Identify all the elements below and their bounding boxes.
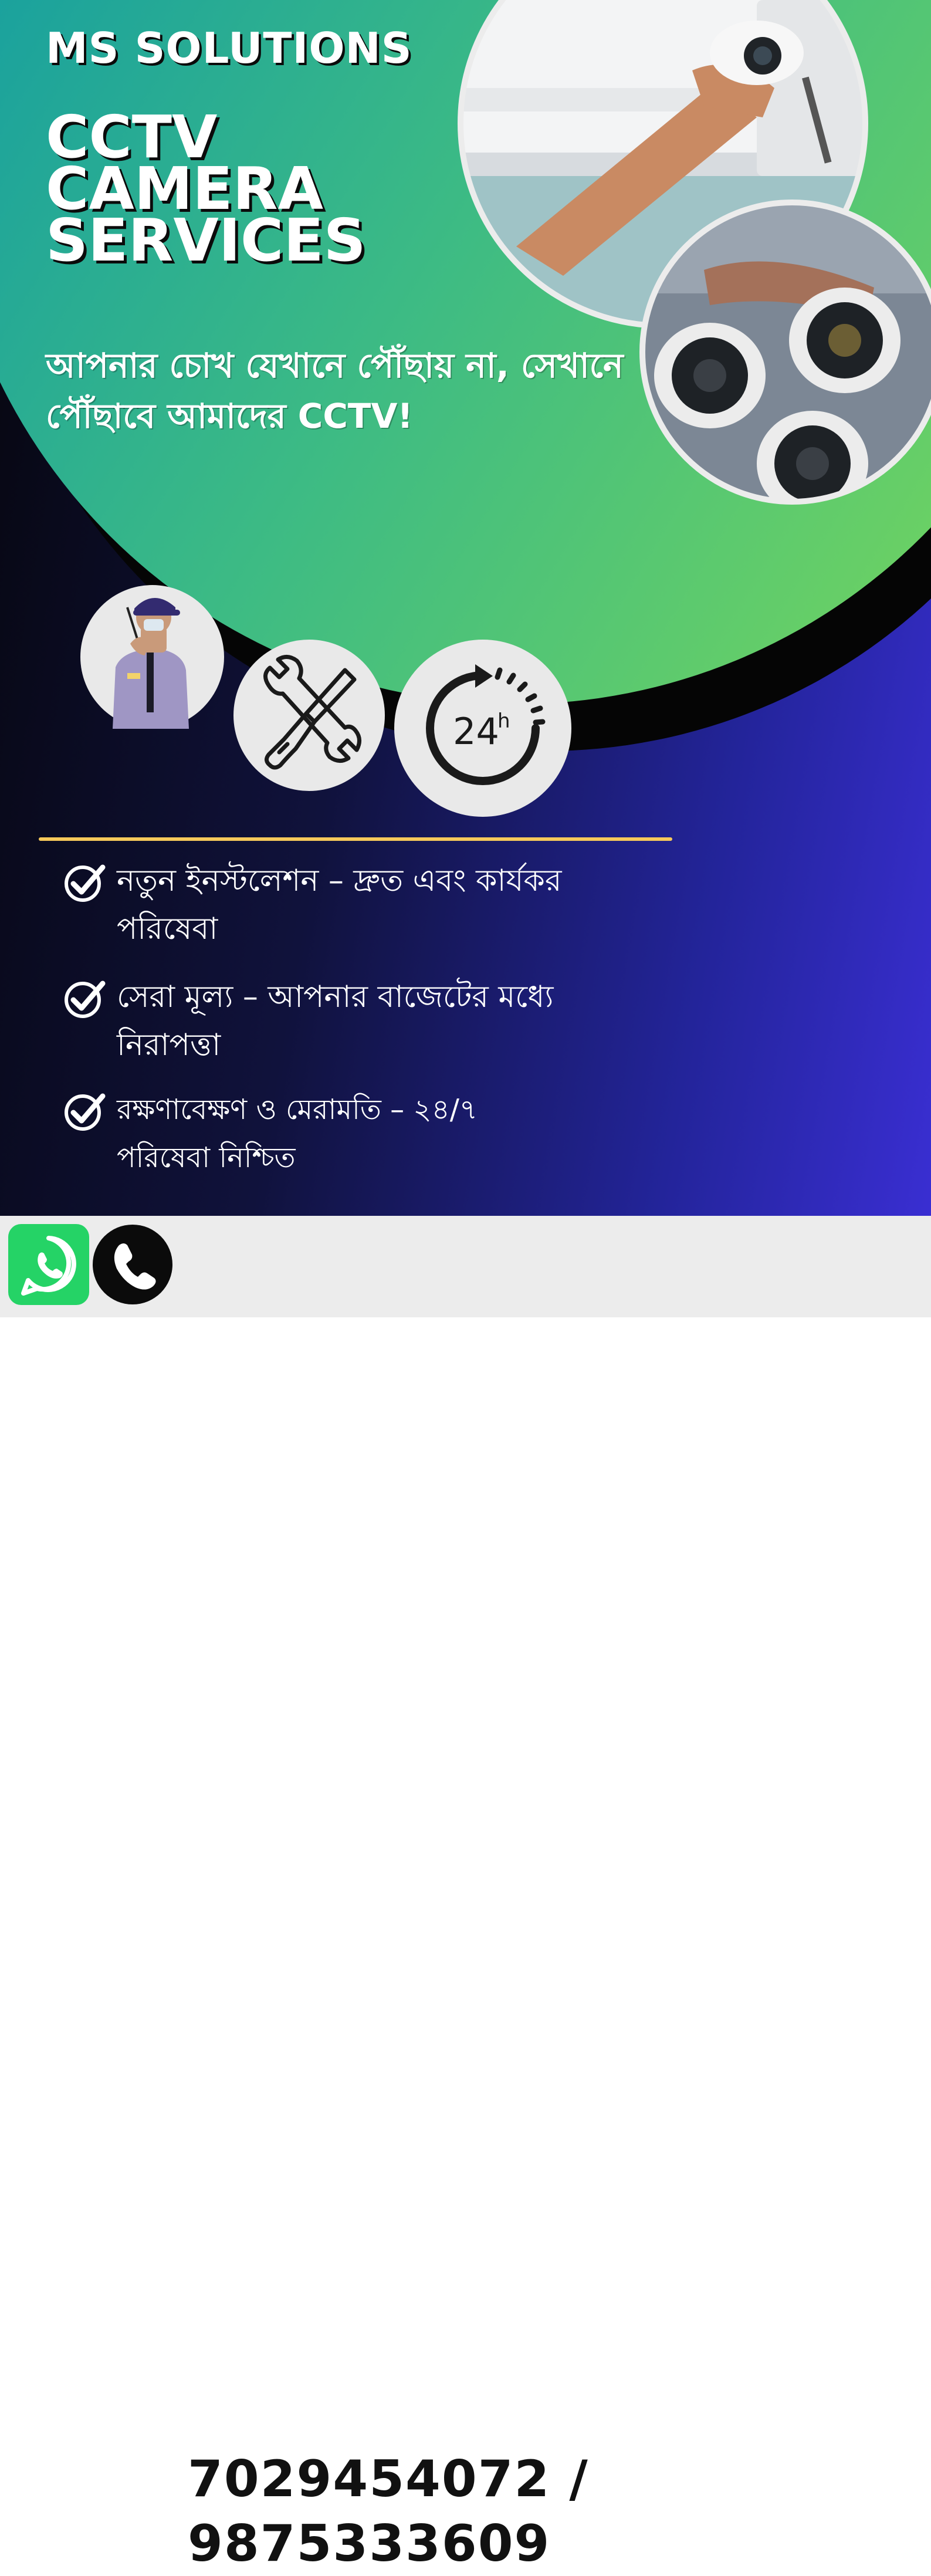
feature-text: নতুন ইনস্টলেশন – দ্রুত এবং কার্যকর পরিষেবা <box>117 863 562 946</box>
feature-text: সেরা মূল্য – আপনার বাজেটের মধ্যে নিরাপত্তা <box>117 979 554 1063</box>
whatsapp-icon[interactable] <box>8 1224 89 1305</box>
24h-sup: h <box>497 709 510 733</box>
security-guard-icon <box>80 585 224 729</box>
check-circle-icon <box>62 1088 107 1134</box>
phone-numbers[interactable]: 7029454072 / 9875333609 <box>188 2450 589 2573</box>
feature-item <box>62 973 648 1069</box>
yellow-divider <box>39 837 672 841</box>
feature-text: রক্ষণাবেক্ষণ ও মেরামতি – ২৪/৭ পরিষেবা নিশ্চিত <box>117 1093 478 1174</box>
phone-icon[interactable] <box>92 1224 173 1305</box>
feature-item <box>62 857 672 953</box>
title-line: CAMERA <box>46 154 323 223</box>
check-circle-icon <box>62 975 107 1021</box>
tagline: আপনার চোখ যেখানে পৌঁছায় না, সেখানে পৌঁছাবে আমাদের CCTV! <box>46 346 624 436</box>
feature-item <box>62 1086 566 1182</box>
24h-label: 24 <box>453 710 499 753</box>
title-line: SERVICES <box>46 206 366 275</box>
tools-icon <box>233 640 385 791</box>
title-line: CCTV <box>46 103 218 171</box>
brand-name: MS SOLUTIONS <box>46 23 412 73</box>
contact-footer <box>0 1216 931 2573</box>
check-circle-icon <box>62 859 107 905</box>
24h-service-icon <box>394 640 571 817</box>
service-title <box>46 103 374 275</box>
